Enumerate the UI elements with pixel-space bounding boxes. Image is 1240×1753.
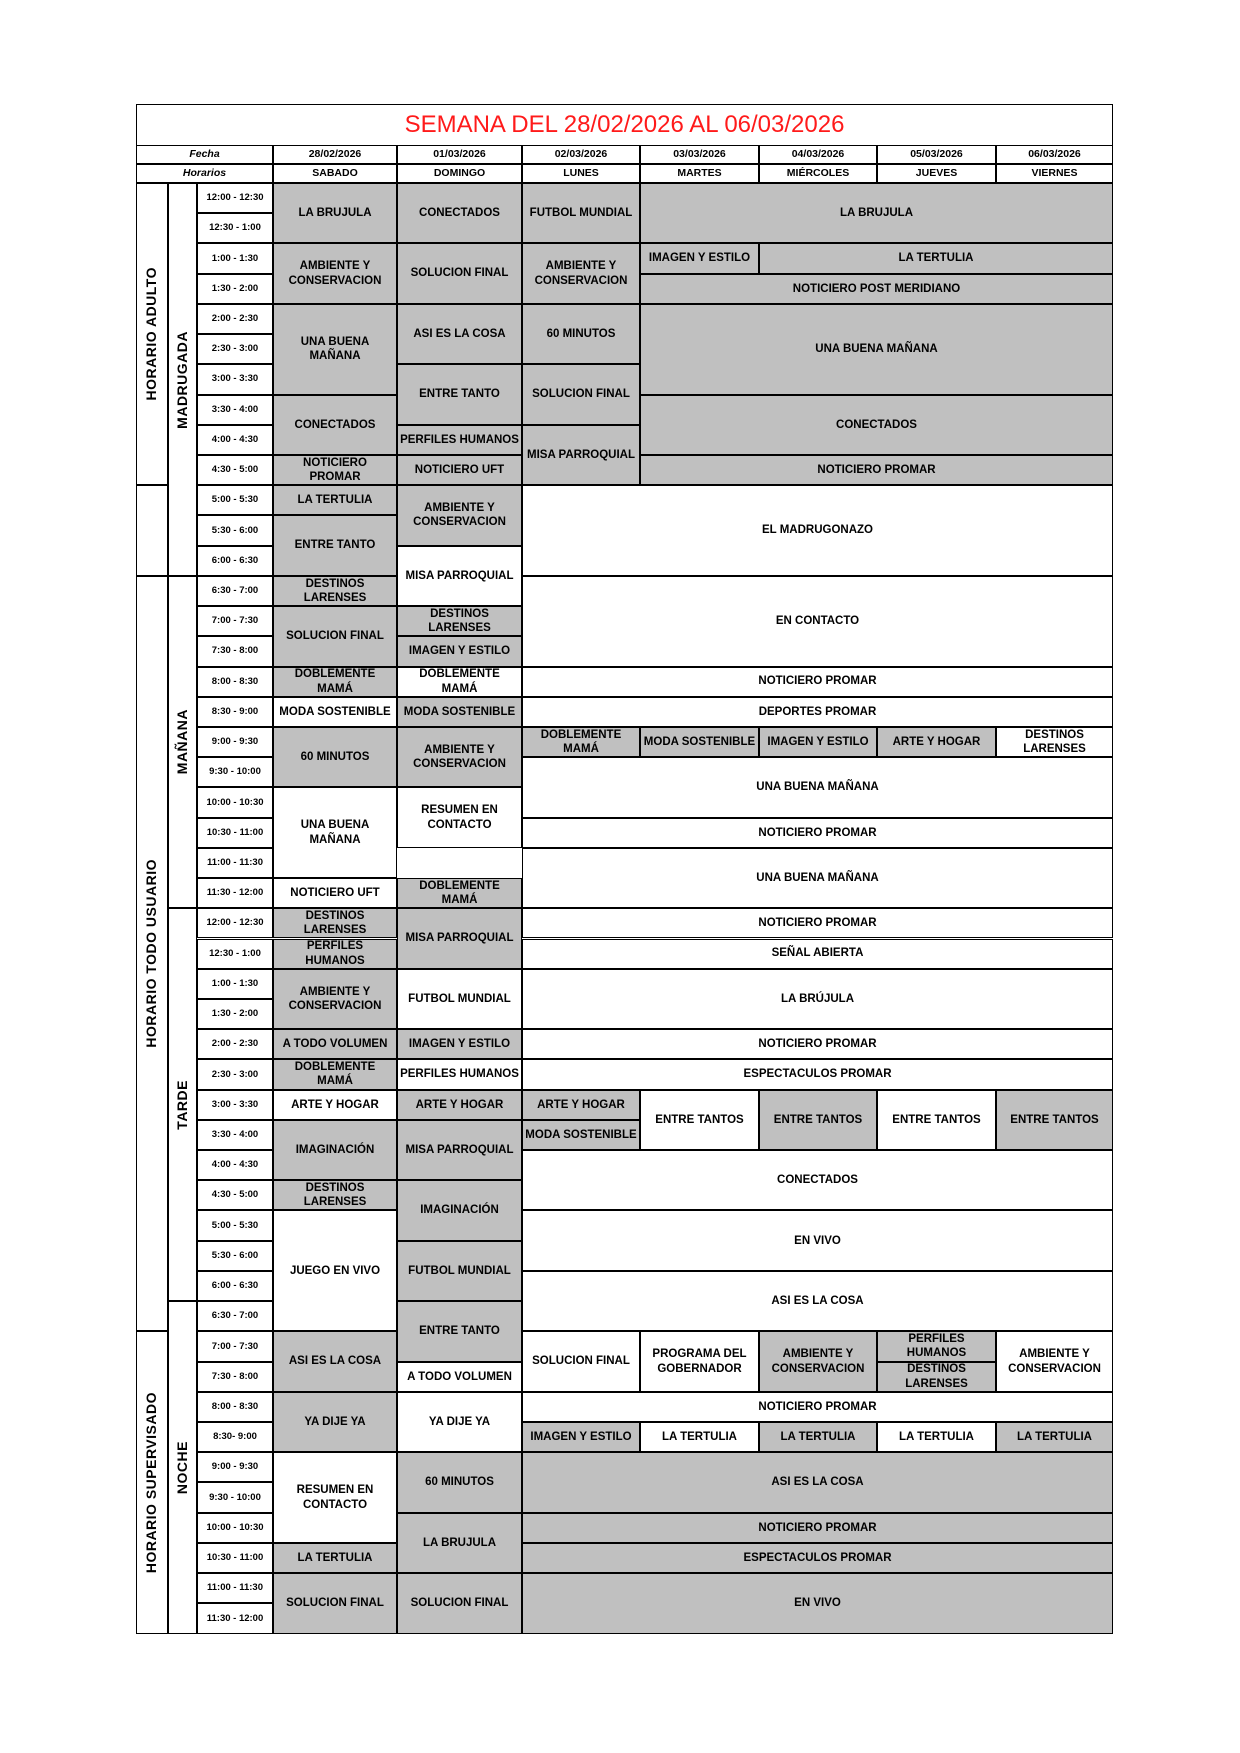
program-block: EN VIVO [522,1573,1113,1633]
program-block: LA TERTULIA [273,485,397,515]
day-header: VIERNES [996,164,1113,183]
program-block: LA TERTULIA [273,1543,397,1573]
program-block: IMAGEN Y ESTILO [759,727,877,757]
program-block: NOTICIERO POST MERIDIANO [640,274,1113,304]
program-block: NOTICIERO PROMAR [640,455,1113,485]
program-block: IMAGEN Y ESTILO [397,1029,522,1059]
program-block: 60 MINUTOS [522,304,640,364]
time-slot: 9:00 - 9:30 [197,1452,273,1482]
program-block: IMAGINACIÓN [397,1180,522,1240]
program-block: ESPECTACULOS PROMAR [522,1543,1113,1573]
program-block: DOBLEMENTE MAMÁ [397,878,522,908]
program-block: SEÑAL ABIERTA [522,939,1113,969]
time-slot: 8:00 - 8:30 [197,1392,273,1422]
time-slot: 9:30 - 10:00 [197,1482,273,1512]
program-block: DESTINOS LARENSES [996,727,1113,757]
program-block: PROGRAMA DEL GOBERNADOR [640,1331,759,1391]
time-slot: 7:00 - 7:30 [197,606,273,636]
program-block: DESTINOS LARENSES [273,1180,397,1210]
day-header: LUNES [522,164,640,183]
program-block: LA TERTULIA [759,1422,877,1452]
program-block: CONECTADOS [273,395,397,455]
program-block: PERFILES HUMANOS [877,1331,996,1361]
program-block: LA BRÚJULA [522,969,1113,1029]
program-block: NOTICIERO PROMAR [522,667,1113,697]
program-block: ENTRE TANTOS [759,1090,877,1150]
program-block: AMBIENTE Y CONSERVACION [996,1331,1113,1391]
program-block: AMBIENTE Y CONSERVACION [273,243,397,303]
program-block: ENTRE TANTOS [877,1090,996,1150]
program-block: MODA SOSTENIBLE [273,697,397,727]
program-block: RESUMEN EN CONTACTO [397,787,522,847]
time-slot: 1:00 - 1:30 [197,969,273,999]
program-block: MODA SOSTENIBLE [397,697,522,727]
program-block: MODA SOSTENIBLE [640,727,759,757]
time-slot: 9:30 - 10:00 [197,757,273,787]
program-block: IMAGINACIÓN [273,1120,397,1180]
program-block: DOBLEMENTE MAMÁ [522,727,640,757]
category-label: HORARIO TODO USUARIO [143,859,160,1048]
time-slot: 5:00 - 5:30 [197,1210,273,1240]
program-block: JUEGO EN VIVO [273,1210,397,1331]
program-block: MISA PARROQUIAL [522,425,640,485]
program-block: UNA BUENA MAÑANA [273,304,397,395]
time-slot: 5:30 - 6:00 [197,1241,273,1271]
program-block: SOLUCION FINAL [273,1573,397,1633]
program-block: LA TERTULIA [877,1422,996,1452]
time-slot: 4:30 - 5:00 [197,1180,273,1210]
program-block: AMBIENTE Y CONSERVACION [522,243,640,303]
program-block: ENTRE TANTOS [996,1090,1113,1150]
program-block: CONECTADOS [640,395,1113,455]
program-block: CONECTADOS [522,1150,1113,1210]
program-block: MISA PARROQUIAL [397,1120,522,1180]
time-slot: 12:30 - 1:00 [197,213,273,243]
program-block: DOBLEMENTE MAMÁ [273,667,397,697]
program-block: AMBIENTE Y CONSERVACION [273,969,397,1029]
program-block: PERFILES HUMANOS [397,425,522,455]
time-slot: 12:00 - 12:30 [197,183,273,213]
time-slot: 1:00 - 1:30 [197,243,273,273]
category-label: HORARIO SUPERVISADO [143,1391,160,1574]
time-slot: 10:00 - 10:30 [197,1513,273,1543]
program-block: MISA PARROQUIAL [397,546,522,606]
date-header: 05/03/2026 [877,145,996,164]
date-header: 06/03/2026 [996,145,1113,164]
day-header: MIÉRCOLES [759,164,877,183]
time-slot: 4:00 - 4:30 [197,425,273,455]
program-block: ENTRE TANTO [397,364,522,424]
period-label: TARDE [173,1079,190,1130]
program-block: PERFILES HUMANOS [397,1059,522,1089]
program-block: LA TERTULIA [996,1422,1113,1452]
time-slot: 11:30 - 12:00 [197,878,273,908]
program-block: LA BRUJULA [397,1513,522,1573]
day-header: SABADO [273,164,397,183]
period-label: MADRUGADA [173,330,190,429]
time-slot: 8:30- 9:00 [197,1422,273,1452]
category-band [136,183,168,485]
program-block: IMAGEN Y ESTILO [397,636,522,666]
category-band [136,576,168,1332]
program-block: LA TERTULIA [759,243,1113,273]
day-header: JUEVES [877,164,996,183]
time-slot: 1:30 - 2:00 [197,999,273,1029]
program-block: CONECTADOS [397,183,522,243]
program-block: A TODO VOLUMEN [397,1362,522,1392]
program-block: LA BRUJULA [640,183,1113,243]
program-block: EN VIVO [522,1210,1113,1270]
program-block: ESPECTACULOS PROMAR [522,1059,1113,1089]
time-slot: 6:30 - 7:00 [197,576,273,606]
time-slot: 12:30 - 1:00 [197,939,273,969]
program-block: UNA BUENA MAÑANA [522,848,1113,908]
program-block: ENTRE TANTO [397,1301,522,1361]
program-block: ENTRE TANTOS [640,1090,759,1150]
program-block: PERFILES HUMANOS [273,939,397,969]
date-header: 03/03/2026 [640,145,759,164]
time-slot: 11:30 - 12:00 [197,1603,273,1633]
time-slot: 3:00 - 3:30 [197,364,273,394]
program-block: ARTE Y HOGAR [522,1090,640,1120]
category-band [136,485,168,576]
program-block: ARTE Y HOGAR [273,1090,397,1120]
program-block: DESTINOS LARENSES [397,606,522,636]
date-header: 02/03/2026 [522,145,640,164]
program-block: UNA BUENA MAÑANA [273,787,397,878]
time-slot: 4:30 - 5:00 [197,455,273,485]
time-slot: 10:30 - 11:00 [197,1543,273,1573]
time-slot: 2:30 - 3:00 [197,334,273,364]
program-block: ENTRE TANTO [273,515,397,575]
time-slot: 9:00 - 9:30 [197,727,273,757]
program-block: UNA BUENA MAÑANA [522,757,1113,817]
program-block: DESTINOS LARENSES [273,576,397,606]
time-slot: 2:00 - 2:30 [197,304,273,334]
program-block: ARTE Y HOGAR [877,727,996,757]
program-block: NOTICIERO UFT [273,878,397,908]
time-slot: 6:30 - 7:00 [197,1301,273,1331]
category-band [136,1331,168,1633]
time-slot: 8:00 - 8:30 [197,667,273,697]
period-band [168,1301,197,1633]
time-slot: 4:00 - 4:30 [197,1150,273,1180]
program-block: NOTICIERO PROMAR [522,1029,1113,1059]
program-block: SOLUCION FINAL [522,1331,640,1391]
period-label: NOCHE [173,1440,190,1494]
program-block: MISA PARROQUIAL [397,908,522,968]
program-block: FUTBOL MUNDIAL [522,183,640,243]
time-slot: 1:30 - 2:00 [197,274,273,304]
program-block: NOTICIERO PROMAR [273,455,397,485]
time-slot: 2:30 - 3:00 [197,1059,273,1089]
program-block: SOLUCION FINAL [522,364,640,424]
program-block: ARTE Y HOGAR [397,1090,522,1120]
program-block: YA DIJE YA [397,1392,522,1452]
program-block: EN CONTACTO [522,576,1113,667]
program-block: 60 MINUTOS [397,1452,522,1512]
program-block: DOBLEMENTE MAMÁ [397,667,522,697]
program-block: ASI ES LA COSA [397,304,522,364]
program-block: LA TERTULIA [640,1422,759,1452]
time-slot: 7:30 - 8:00 [197,636,273,666]
page-title: SEMANA DEL 28/02/2026 AL 06/03/2026 [136,104,1113,145]
program-block: NOTICIERO UFT [397,455,522,485]
time-slot: 11:00 - 11:30 [197,1573,273,1603]
program-block: A TODO VOLUMEN [273,1029,397,1059]
time-slot: 12:00 - 12:30 [197,908,273,938]
program-block: MODA SOSTENIBLE [522,1120,640,1150]
time-slot: 8:30 - 9:00 [197,697,273,727]
time-slot: 7:00 - 7:30 [197,1331,273,1361]
program-block: FUTBOL MUNDIAL [397,1241,522,1301]
program-block: SOLUCION FINAL [397,243,522,303]
period-band [168,576,197,908]
program-block: DOBLEMENTE MAMÁ [273,1059,397,1089]
date-header: 04/03/2026 [759,145,877,164]
program-block: AMBIENTE Y CONSERVACION [397,485,522,545]
date-header: 28/02/2026 [273,145,397,164]
date-header: 01/03/2026 [397,145,522,164]
category-label: HORARIO ADULTO [143,267,160,401]
program-block: SOLUCION FINAL [397,1573,522,1633]
program-block: NOTICIERO PROMAR [522,1392,1113,1422]
period-label: MAÑANA [173,709,190,775]
day-header: DOMINGO [397,164,522,183]
period-band [168,183,197,576]
time-slot: 7:30 - 8:00 [197,1362,273,1392]
program-block: ASI ES LA COSA [522,1452,1113,1512]
program-block: UNA BUENA MAÑANA [640,304,1113,395]
program-block: EL MADRUGONAZO [522,485,1113,576]
horarios-label: Horarios [136,164,273,183]
time-slot: 5:00 - 5:30 [197,485,273,515]
program-block: DESTINOS LARENSES [877,1362,996,1392]
fecha-label: Fecha [136,145,273,164]
program-block: DESTINOS LARENSES [273,908,397,938]
program-block: YA DIJE YA [273,1392,397,1452]
program-block: ASI ES LA COSA [522,1271,1113,1331]
time-slot: 3:30 - 4:00 [197,395,273,425]
time-slot: 11:00 - 11:30 [197,848,273,878]
time-slot: 2:00 - 2:30 [197,1029,273,1059]
program-block: AMBIENTE Y CONSERVACION [759,1331,877,1391]
program-block: SOLUCION FINAL [273,606,397,666]
time-slot: 10:30 - 11:00 [197,818,273,848]
program-block: IMAGEN Y ESTILO [522,1422,640,1452]
program-block: ASI ES LA COSA [273,1331,397,1391]
period-band [168,908,197,1301]
program-block: DEPORTES PROMAR [522,697,1113,727]
program-block: NOTICIERO PROMAR [522,1513,1113,1543]
program-block: LA BRUJULA [273,183,397,243]
time-slot: 3:30 - 4:00 [197,1120,273,1150]
program-block: FUTBOL MUNDIAL [397,969,522,1029]
program-block: IMAGEN Y ESTILO [640,243,759,273]
program-block: NOTICIERO PROMAR [522,818,1113,848]
time-slot: 10:00 - 10:30 [197,787,273,817]
time-slot: 3:00 - 3:30 [197,1090,273,1120]
time-slot: 6:00 - 6:30 [197,546,273,576]
program-block: NOTICIERO PROMAR [522,908,1113,938]
day-header: MARTES [640,164,759,183]
program-block: RESUMEN EN CONTACTO [273,1452,397,1543]
time-slot: 5:30 - 6:00 [197,515,273,545]
program-block: 60 MINUTOS [273,727,397,787]
time-slot: 6:00 - 6:30 [197,1271,273,1301]
program-block: AMBIENTE Y CONSERVACION [397,727,522,787]
